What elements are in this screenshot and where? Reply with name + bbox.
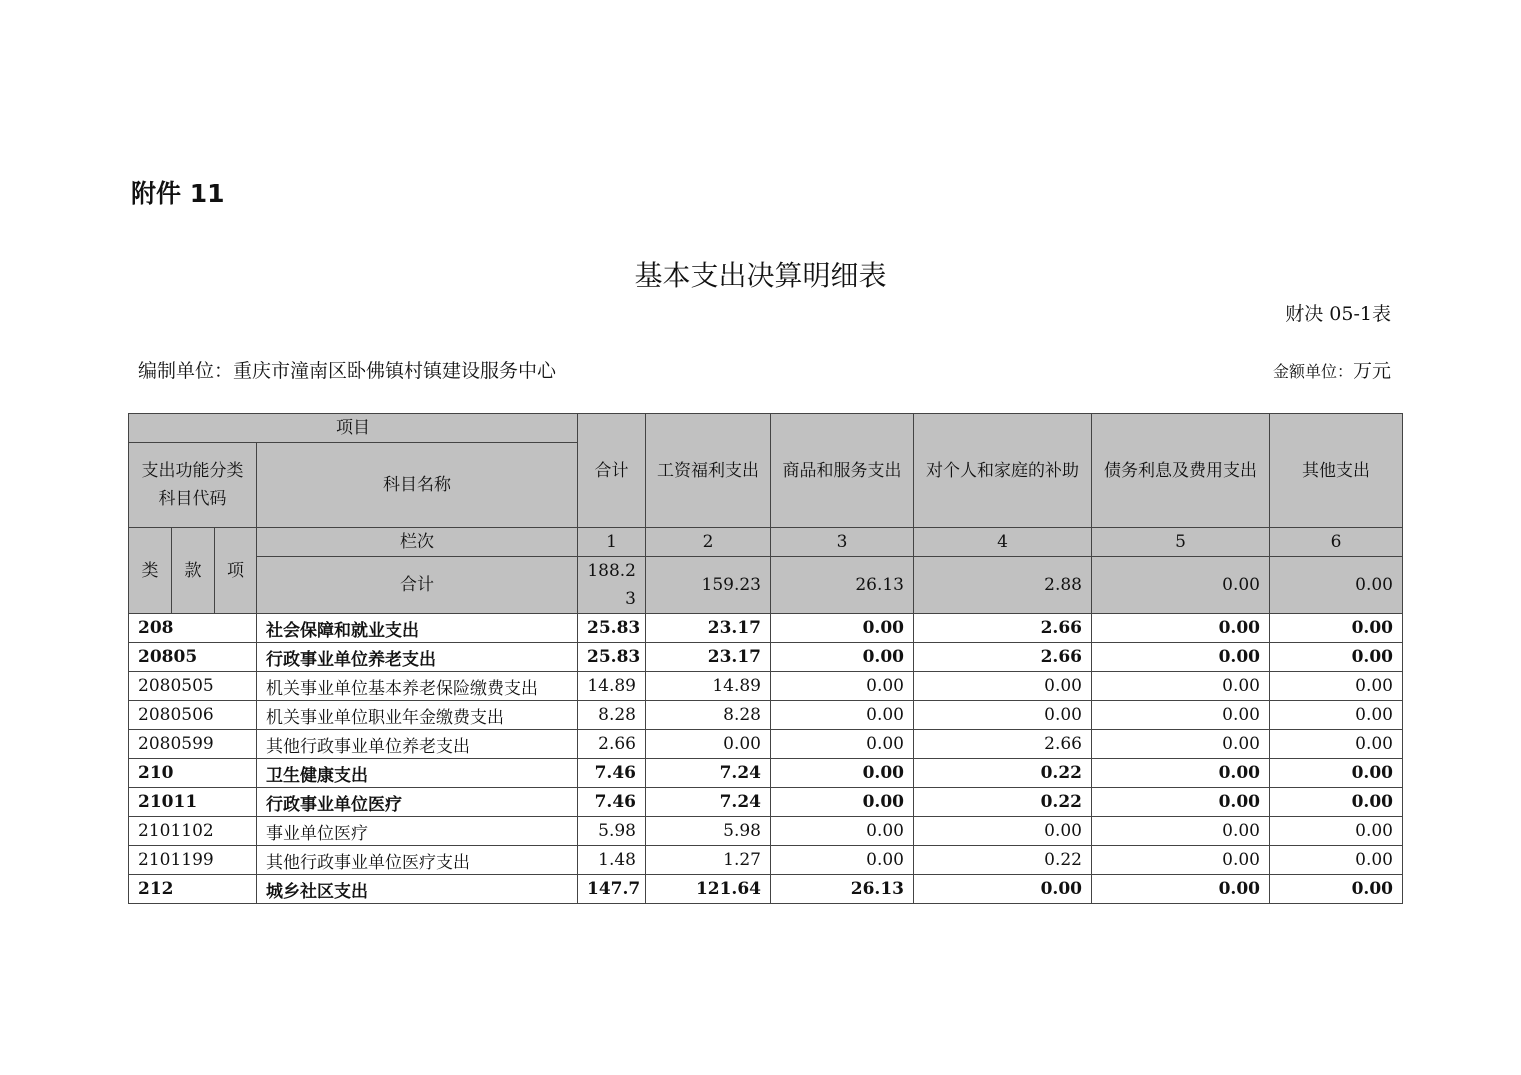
row-value: 0.00: [914, 672, 1092, 701]
row-value: 0.00: [646, 730, 771, 759]
total-label: 合计: [257, 557, 578, 614]
table-row: [129, 817, 1403, 846]
row-value: 121.64: [646, 875, 771, 904]
row-code: 2080599: [129, 730, 257, 759]
row-value: 26.13: [771, 875, 914, 904]
row-name: 机关事业单位基本养老保险缴费支出: [257, 672, 578, 701]
header-column-no: 栏次: [257, 528, 578, 557]
col-num: 5: [1092, 528, 1270, 557]
row-value: 0.00: [771, 643, 914, 672]
row-value: 0.00: [1092, 643, 1270, 672]
header-personal: 对个人和家庭的补助: [914, 414, 1092, 528]
row-value: 23.17: [646, 643, 771, 672]
col-num: 4: [914, 528, 1092, 557]
row-value: 14.89: [578, 672, 646, 701]
row-value: 0.00: [771, 817, 914, 846]
header-code-col: 支出功能分类科目代码: [129, 443, 257, 528]
row-value: 0.00: [771, 759, 914, 788]
col-num: 2: [646, 528, 771, 557]
row-value: 0.00: [1092, 759, 1270, 788]
page-title: 基本支出决算明细表: [634, 259, 887, 292]
table-row: [129, 643, 1403, 672]
row-value: 0.00: [1092, 788, 1270, 817]
table-row: [129, 730, 1403, 759]
row-value: 2.66: [914, 730, 1092, 759]
row-name: 行政事业单位医疗: [257, 788, 578, 817]
row-value: 0.00: [1092, 875, 1270, 904]
row-code: 212: [129, 875, 257, 904]
unit-label-container: [1271, 357, 1391, 386]
row-code: 21011: [129, 788, 257, 817]
row-name: 卫生健康支出: [257, 759, 578, 788]
data-rows: [129, 614, 1403, 904]
header-kuan: 款: [172, 528, 215, 614]
unit-label: 金额单位：: [1272, 362, 1353, 381]
row-value: 0.00: [1270, 846, 1403, 875]
row-name: 城乡社区支出: [257, 875, 578, 904]
table-row: [129, 788, 1403, 817]
row-value: 0.00: [1092, 614, 1270, 643]
row-value: 1.27: [646, 846, 771, 875]
row-value: 23.17: [646, 614, 771, 643]
row-value: 147.7: [578, 875, 646, 904]
row-value: 0.00: [771, 846, 914, 875]
header-row-3: [129, 528, 1403, 557]
row-value: 0.00: [1270, 701, 1403, 730]
row-value: 0.00: [1092, 672, 1270, 701]
row-code: 208: [129, 614, 257, 643]
row-value: 0.00: [1092, 846, 1270, 875]
row-value: 0.00: [1092, 730, 1270, 759]
table-row: [129, 875, 1403, 904]
row-value: 0.22: [914, 759, 1092, 788]
row-value: 0.00: [1270, 614, 1403, 643]
header-debt: 债务利息及费用支出: [1092, 414, 1270, 528]
row-value: 8.28: [646, 701, 771, 730]
attachment-label: 附件 11: [131, 179, 225, 208]
row-value: 0.00: [771, 788, 914, 817]
row-value: 25.83: [578, 643, 646, 672]
row-value: 0.00: [914, 817, 1092, 846]
row-value: 14.89: [646, 672, 771, 701]
header-row-1: [129, 414, 1403, 443]
row-code: 210: [129, 759, 257, 788]
total-value: 0.00: [1092, 557, 1270, 614]
row-value: 1.48: [578, 846, 646, 875]
row-value: 2.66: [914, 643, 1092, 672]
row-value: 0.00: [914, 875, 1092, 904]
header-other: 其他支出: [1270, 414, 1403, 528]
org-label: 编制单位：重庆市潼南区卧佛镇村镇建设服务中心: [138, 360, 557, 382]
col-num: 3: [771, 528, 914, 557]
row-value: 2.66: [578, 730, 646, 759]
total-value: 26.13: [771, 557, 914, 614]
header-lei: 类: [129, 528, 172, 614]
row-value: 0.00: [1092, 701, 1270, 730]
unit-value: 万元: [1352, 360, 1391, 382]
row-code: 2101102: [129, 817, 257, 846]
row-value: 0.00: [1270, 788, 1403, 817]
row-name: 行政事业单位养老支出: [257, 643, 578, 672]
row-name: 社会保障和就业支出: [257, 614, 578, 643]
total-value: 159.23: [646, 557, 771, 614]
header-goods: 商品和服务支出: [771, 414, 914, 528]
row-name: 事业单位医疗: [257, 817, 578, 846]
row-code: 2101199: [129, 846, 257, 875]
row-value: 7.24: [646, 788, 771, 817]
row-value: 0.00: [1270, 875, 1403, 904]
row-value: 2.66: [914, 614, 1092, 643]
row-value: 7.24: [646, 759, 771, 788]
table-row: [129, 672, 1403, 701]
expense-table: [128, 413, 1403, 904]
table-row: [129, 846, 1403, 875]
row-value: 0.00: [771, 614, 914, 643]
table-row: [129, 614, 1403, 643]
row-value: 25.83: [578, 614, 646, 643]
row-value: 0.00: [1270, 643, 1403, 672]
row-value: 0.22: [914, 846, 1092, 875]
col-num: 1: [578, 528, 646, 557]
header-wage: 工资福利支出: [646, 414, 771, 528]
header-name-col: 科目名称: [257, 443, 578, 528]
header-project: 项目: [129, 414, 578, 443]
table-row: [129, 759, 1403, 788]
row-value: 0.22: [914, 788, 1092, 817]
row-value: 0.00: [914, 701, 1092, 730]
total-row: [129, 557, 1403, 614]
row-value: 0.00: [1092, 817, 1270, 846]
row-code: 2080506: [129, 701, 257, 730]
row-value: 0.00: [771, 730, 914, 759]
table-row: [129, 701, 1403, 730]
total-value: 188.23: [578, 557, 646, 614]
row-value: 0.00: [1270, 817, 1403, 846]
row-value: 5.98: [646, 817, 771, 846]
row-value: 5.98: [578, 817, 646, 846]
row-value: 0.00: [771, 701, 914, 730]
row-value: 7.46: [578, 759, 646, 788]
row-value: 8.28: [578, 701, 646, 730]
total-value: 2.88: [914, 557, 1092, 614]
row-value: 0.00: [771, 672, 914, 701]
row-value: 0.00: [1270, 730, 1403, 759]
row-code: 20805: [129, 643, 257, 672]
row-value: 0.00: [1270, 759, 1403, 788]
total-value: 0.00: [1270, 557, 1403, 614]
row-value: 0.00: [1270, 672, 1403, 701]
row-name: 机关事业单位职业年金缴费支出: [257, 701, 578, 730]
header-xiang: 项: [215, 528, 257, 614]
row-name: 其他行政事业单位养老支出: [257, 730, 578, 759]
header-total: 合计: [578, 414, 646, 528]
row-code: 2080505: [129, 672, 257, 701]
row-name: 其他行政事业单位医疗支出: [257, 846, 578, 875]
form-code: 财决 05-1表: [1285, 303, 1391, 325]
row-value: 7.46: [578, 788, 646, 817]
col-num: 6: [1270, 528, 1403, 557]
